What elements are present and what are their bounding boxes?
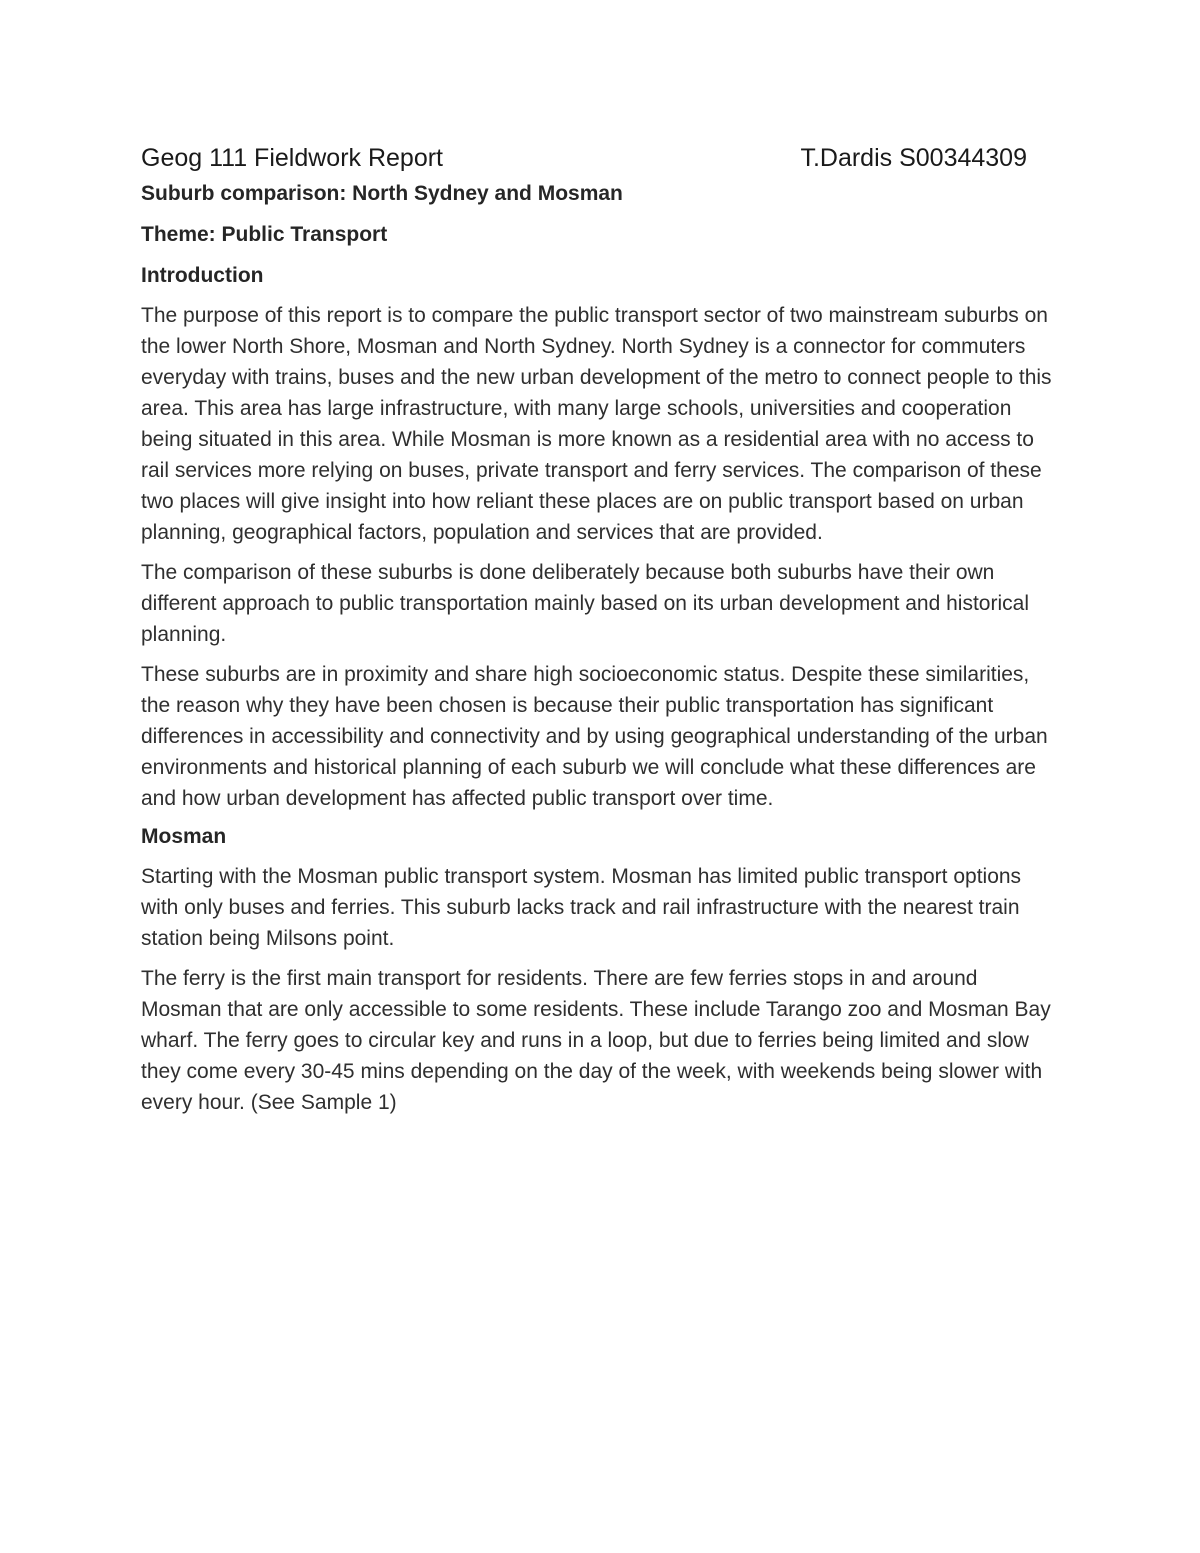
paragraph: The purpose of this report is to compare the public transport sector of two mainstream suburbs on the lower North Shore, Mosman and North Sydney. North Sydney is a connector for commuters everyday with trains, buses and the new urban development of the metro to connect people to this area. This area has large infrastructure, with many large schools, universities and cooperation being situated in this area. While Mosman is more known as a residential area with no access to rail services more relying on buses, private transport and ferry services. The comparison of these two places will give insight into how reliant these places are on public transport based on urban planning, geographical factors, population and services that are provided. [141,304,1052,544]
paragraph: These suburbs are in proximity and share high socioeconomic status. Despite these similarities, the reason why they have been chosen is because their public transportation has significant differences in accessibility and connectivity and by using geographical understanding of the urban environments and historical planning of each suburb we will conclude what these differences are and how urban development has affected public transport over time. [141,663,1048,810]
mosman-heading: Mosman [141,825,227,848]
theme: Theme: Public Transport [141,223,388,246]
header [141,142,1027,174]
introduction-heading: Introduction [141,264,264,287]
document-page [141,142,1061,1127]
paragraph: The comparison of these suburbs is done deliberately because both suburbs have their own different approach to public transportation mainly based on its urban development and historical planning. [141,561,1029,646]
paragraph: Starting with the Mosman public transport system. Mosman has limited public transport options with only buses and ferries. This suburb lacks track and rail infrastructure with the nearest train station being Milsons point. [141,865,1022,950]
subtitle: Suburb comparison: North Sydney and Mosman [141,182,623,205]
author-id: T.Dardis S00344309 [800,144,1027,172]
paragraph: The ferry is the first main transport for residents. There are few ferries stops in and around Mosman that are only accessible to some residents. These include Tarango zoo and Mosman Bay wharf. The ferry goes to circular key and runs in a loop, but due to ferries being limited and slow they come every 30-45 mins depending on the day of the week, with weekends being slower with every hour. (See Sample 1) [141,967,1051,1114]
report-title: Geog 111 Fieldwork Report [141,144,444,172]
